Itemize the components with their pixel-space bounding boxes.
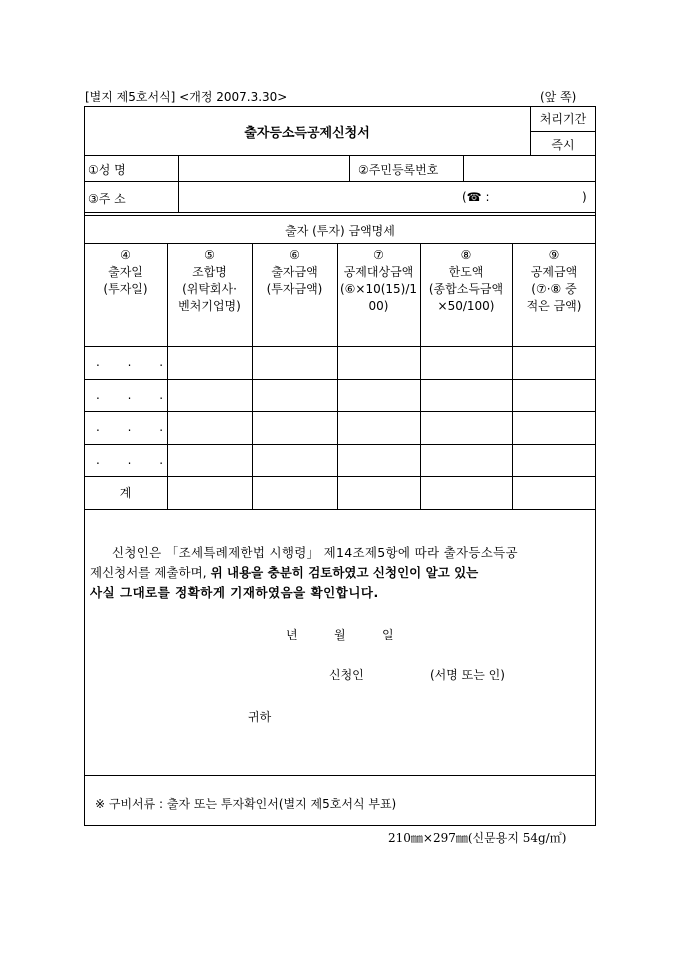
phone-close: ) <box>582 190 587 204</box>
name-field[interactable] <box>180 157 348 179</box>
statement-line1: 신청인은 「조세특례제한법 시행령」 제14조제5항에 따라 출자등소득공 <box>112 545 518 560</box>
form-title: 출자등소득공제신청서 <box>244 126 370 141</box>
section-title: 출자 (투자) 금액명세 <box>285 224 395 238</box>
applicant-label: 신청인 <box>329 668 364 682</box>
rrn-field[interactable] <box>465 157 594 179</box>
name-label: ①성 명 <box>88 163 126 177</box>
total-label: 계 <box>119 486 132 500</box>
col-header-deduction-amount: ⑨ 공제금액 (⑦·⑧ 중 적은 금액) <box>526 248 582 313</box>
table-row-date[interactable]: . . . <box>96 420 176 434</box>
processing-period-value: 즉시 <box>551 138 575 152</box>
phone-field[interactable] <box>500 185 578 209</box>
col-header-deductible-amount: ⑦ 공제대상금액 (⑥×10(15)/1 00) <box>339 248 418 313</box>
attachments-note: ※ 구비서류 : 출자 또는 투자확인서(별지 제5호서식 부표) <box>95 797 397 811</box>
col-header-investment-amount: ⑥ 출자금액 (투자금액) <box>266 248 323 296</box>
col-header-limit: ⑧ 한도액 (종합소득금액 ×50/100) <box>428 248 504 313</box>
rrn-label: ②주민등록번호 <box>358 163 439 177</box>
date-month-label: 월 <box>334 628 346 642</box>
phone-open: (☎ : <box>462 190 490 204</box>
col-header-investment-date: ④ 출자일 (투자일) <box>103 248 148 296</box>
address-label: ③주 소 <box>88 192 126 206</box>
table-row-date[interactable]: . . . <box>96 453 176 467</box>
recipient-label: 귀하 <box>248 710 272 724</box>
page-side-label: (앞 쪽) <box>540 90 577 104</box>
statement-line3: 사실 그대로를 정확하게 기재하였음을 확인합니다. <box>90 585 379 600</box>
table-row-date[interactable]: . . . <box>96 355 176 369</box>
date-day-label: 일 <box>382 628 394 642</box>
form-number: [별지 제5호서식] <개정 2007.3.30> <box>85 90 288 104</box>
col-header-union-name: ⑤ 조합명 (위탁회사· 벤처기업명) <box>178 248 241 313</box>
processing-period-label: 처리기간 <box>539 112 587 126</box>
paper-spec: 210㎜×297㎜(신문용지 54g/㎡) <box>388 831 567 845</box>
signature-label: (서명 또는 인) <box>430 668 505 682</box>
date-year-label: 년 <box>286 628 298 642</box>
table-row-date[interactable]: . . . <box>96 388 176 402</box>
address-field[interactable] <box>180 183 450 211</box>
statement-line2: 제신청서를 제출하며, 위 내용을 충분히 검토하였고 신청인이 알고 있는 <box>90 565 479 580</box>
